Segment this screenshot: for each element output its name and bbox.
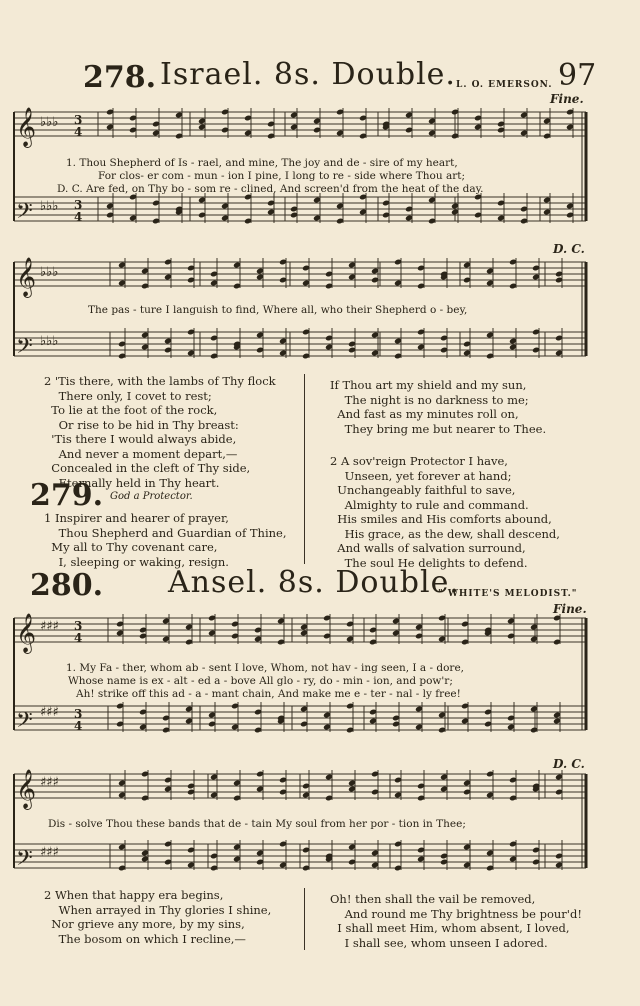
hymn-280-lyric-line-1: 1. My Fa - ther, whom ab - sent I love, Whom, not hav - ing seen, I a - dore, [66,662,464,674]
svg-text:4: 4 [74,719,83,733]
treble-clef-icon: 𝄞 [16,769,37,809]
hymn-278-fine: Fine. [550,92,584,106]
svg-text:♯♯♯: ♯♯♯ [40,845,59,860]
hymn-280-dc: D. C. [553,757,585,771]
hymn-278-verse-2: 2 'Tis there, with the lambs of Thy flock There only, I covet to rest; To lie at the foot of the rock, Or rise to be hid in Thy breast: 'Tis there I would always abide, And never a moment depart,— Concealed in the cleft of Thy side, Eternally held in Thy heart. [44,374,276,490]
column-divider [304,374,305,564]
hymn-280-verse-2-continued: Oh! then shall the vail be removed, And round me Thy brightness be pour'd! I shall meet Him, whom absent, I loved, I shall see, whom unseen I adored. [330,892,582,950]
svg-text:3: 3 [74,198,83,212]
hymn-280-source: " WHITE'S MELODIST." [438,589,578,599]
hymn-278-bass-staff-2 [14,332,586,356]
hymn-279-verse-1-continued: If Thou art my shield and my sun, The night is no darkness to me; And fast as my minutes roll on, They bring me but nearer to Thee. [330,378,547,436]
hymn-278-title: Israel. 8s. Double. [160,57,456,92]
hymn-280-fine: Fine. [553,602,587,616]
hymn-280-lyric-line-2: Whose name is ex - alt - ed a - bove All glo - ry, do - min - ion, and pow'r; [68,675,453,687]
hymn-280-verse-2: 2 When that happy era begins, When arrayed in Thy glories I shine, Nor grieve any more, by my sins, The bosom on which I recline,— [44,888,272,946]
hymn-280-title: Ansel. 8s. Double. [168,565,460,600]
bass-clef-icon: 𝄢 [16,708,33,738]
hymn-280-lyric-line-3: Ah! strike off this ad - a - mant chain, And make me e - ter - nal - ly free! [76,688,461,700]
svg-text:4: 4 [74,125,83,139]
hymn-278-treble-staff-2 [14,262,586,286]
treble-clef-icon: 𝄞 [16,107,37,147]
svg-text:3: 3 [74,707,83,721]
svg-text:4: 4 [74,210,83,224]
bass-clef-icon: 𝄢 [16,846,33,876]
column-divider [304,888,305,950]
hymn-278-composer: L. O. EMERSON. [456,80,553,90]
svg-text:♭♭♭: ♭♭♭ [40,265,59,280]
svg-text:♭♭♭: ♭♭♭ [40,115,59,130]
hymn-280-lyric-line-4: Dis - solve Thou these bands that de - tain My soul from her por - tion in Thee; [48,818,466,830]
hymn-278-lyric-line-2: For clos- er com - mun - ion I pine, I long to re - side where Thou art; [98,170,465,182]
svg-text:♯♯♯: ♯♯♯ [40,619,59,634]
hymn-278-lyric-line-4: The pas - ture I languish to find, Where all, who their Shepherd o - bey, [88,304,468,316]
hymn-279-number: 279. [30,478,104,513]
bass-clef-icon: 𝄢 [16,199,33,229]
hymn-280-number: 280. [30,568,104,603]
page-number: 97 [558,58,597,93]
hymn-278-dc: D. C. [553,242,585,256]
treble-clef-icon: 𝄞 [16,257,37,297]
svg-text:♯♯♯: ♯♯♯ [40,775,59,790]
svg-text:3: 3 [74,113,83,127]
bass-clef-icon: 𝄢 [16,334,33,364]
svg-text:♭♭♭: ♭♭♭ [40,199,59,214]
hymn-278-number: 278. [83,60,157,95]
hymn-278-lyric-line-3: D. C. Are fed, on Thy bo - som re - clined, And screen'd from the heat of the day. [57,183,484,195]
hymn-280-bass-staff-1 [14,706,586,730]
svg-text:4: 4 [74,631,83,645]
treble-clef-icon: 𝄞 [16,613,37,653]
hymn-279-subtitle: God a Protector. [110,491,193,502]
hymn-278-lyric-line-1: 1. Thou Shepherd of Is - rael, and mine, The joy and de - sire of my heart, [66,157,458,169]
hymn-279-verse-1: 1 Inspirer and hearer of prayer, Thou Shepherd and Guardian of Thine, My all to Thy covenant care, I, sleeping or waking, resign. [44,511,287,569]
svg-text:3: 3 [74,619,83,633]
svg-text:♭♭♭: ♭♭♭ [40,334,59,349]
svg-text:♯♯♯: ♯♯♯ [40,705,59,720]
hymn-280-treble-staff-1 [14,618,586,642]
hymn-279-verse-2: 2 A sov'reign Protector I have, Unseen, yet forever at hand; Unchangeably faithful to save, Almighty to rule and command. His smiles and His comforts abound, His grace, as the dew, shall descend, And walls of salvation surround, The soul He delights to defend. [330,454,560,570]
